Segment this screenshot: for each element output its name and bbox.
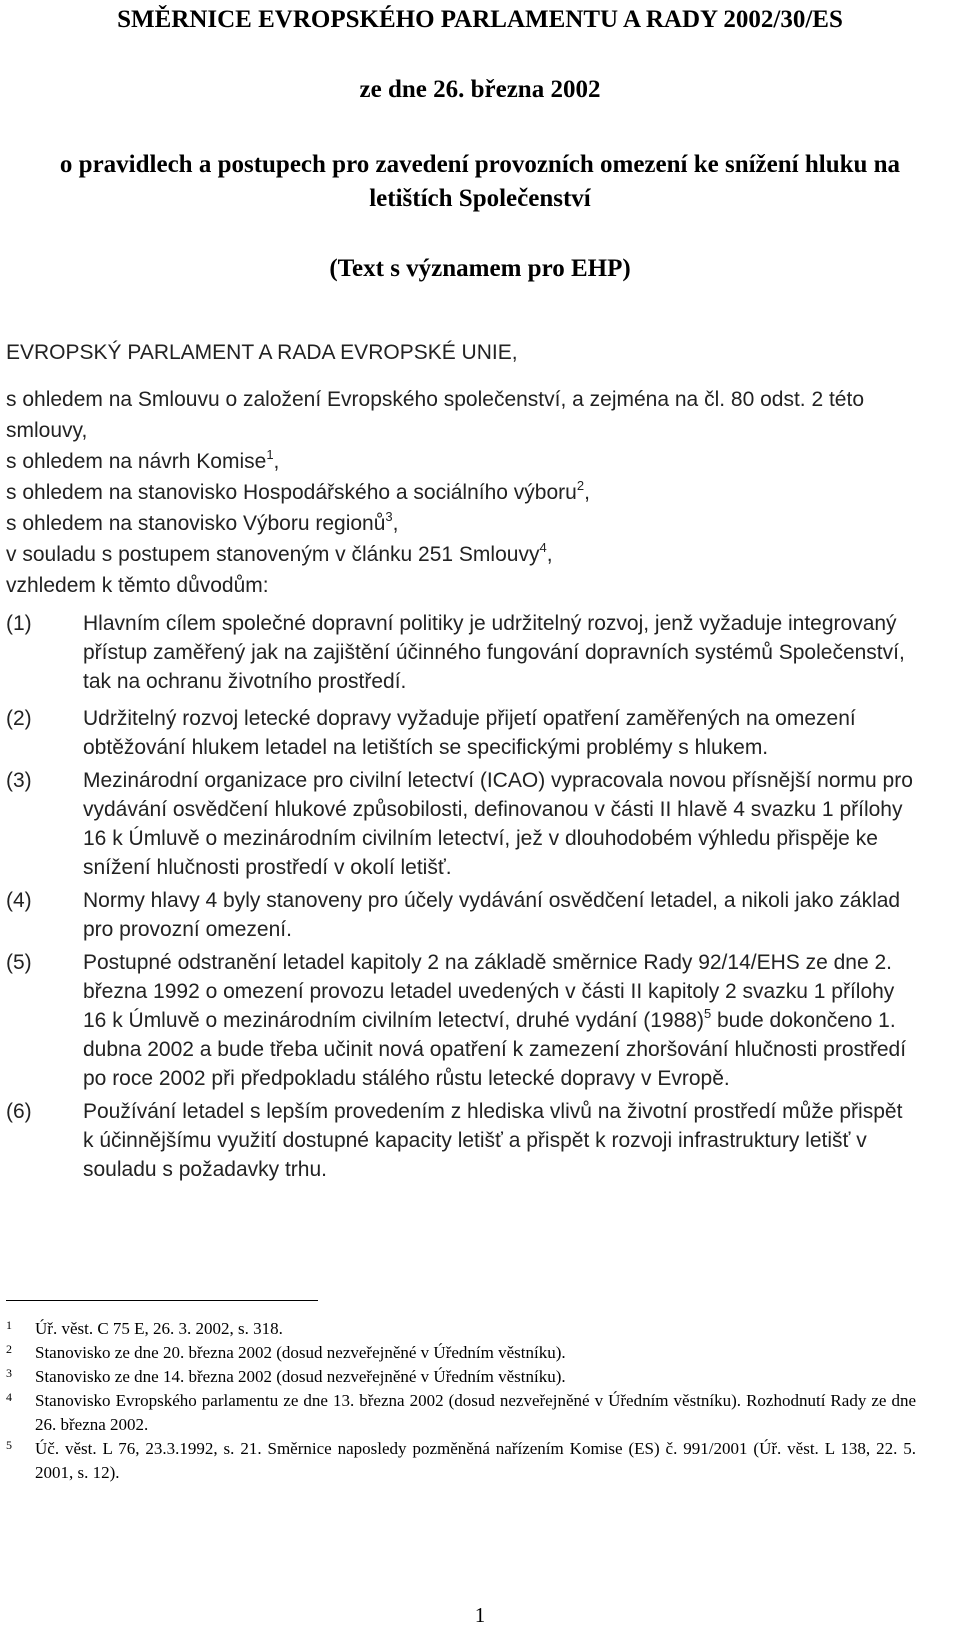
page-number: 1 [474, 1603, 486, 1627]
whereas-heading: vzhledem k těmto důvodům: [6, 574, 269, 597]
recital-text: Postupné odstranění letadel kapitoly 2 na základě směrnice Rady 92/14/EHS ze dne 2. března 1992 o omezení provozu letadel uvedených v části II kapitoly 2 svazku 1 přílohy 16 k Úmluvě o mezinárodním civilním letectví, druhé vydání $(1988)^5$ bude dokončeno 1. dubna 2002 a bude třeba učinit nová opatření k zamezení zhoršování hlučnosti prostředí po roce 2002 při předpokladu stálého růstu letecké dopravy v Evropě. [83, 951, 907, 1090]
footnote-separator [6, 1300, 318, 1301]
footnote-3 [6, 1365, 916, 1389]
footnote-number: 3 [6, 1366, 12, 1380]
having-regard-commission: s ohledem na návrh Komise$^1$, [6, 447, 280, 473]
footnote-ref-1[interactable]: 1 [266, 447, 274, 462]
recital-text: Hlavním cílem společné dopravní politiky je udržitelný rozvoj, jenž vyžaduje integrovaný přístup zaměřený jak na zajištění účinného fungování dopravních systémů Společenství, tak na ochranu životního prostředí. [83, 612, 905, 693]
having-regard-esc: s ohledem na stanovisko Hospodářského a sociálního výboru$^2$, [6, 478, 590, 504]
eea-relevance: (Text s významem pro EHP) [329, 255, 631, 282]
recital-number: (1) [6, 612, 32, 635]
footnote-number: 2 [6, 1342, 12, 1356]
document-date: ze dne 26. března 2002 [359, 76, 601, 103]
footnote-ref-2[interactable]: 2 [576, 478, 585, 493]
footnote-text: Stanovisko Evropského parlamentu ze dne 13. března 2002 (dosud nezveřejněné v Úředním věstníku). Rozhodnutí Rady ze dne 26. března 2002. [35, 1391, 916, 1434]
footnote-ref-4[interactable]: 4 [539, 540, 547, 555]
recital-number: (4) [6, 889, 32, 912]
recital-5 [6, 948, 916, 1093]
recital-2 [6, 704, 916, 762]
recital-text: Mezinárodní organizace pro civilní letectví (ICAO) vypracovala novou přísnější normu pro vydávání osvědčení hlukové způsobilosti, definovanou v části II hlavě 4 svazku 1 přílohy 16 k Úmluvě o mezinárodním civilním letectví, jež v dlouhodobém výhledu přispěje ke snížení hlučnosti prostředí v okolí letišť. [83, 769, 913, 879]
recital-3 [6, 766, 916, 882]
recital-text: Normy hlavy 4 byly stanoveny pro účely vydávání osvědčení letadel, a nikoli jako základ pro provozní omezení. [83, 889, 901, 941]
footnote-text: Úř. věst. C 75 E, 26. 3. 2002, s. 318. [35, 1319, 283, 1338]
subject-line-1: o pravidlech a postupech pro zavedení provozních omezení ke snížení hluku na [59, 151, 901, 178]
recital-number: (3) [6, 769, 32, 792]
footnote-ref-3[interactable]: 3 [385, 509, 393, 524]
subject-line-2: letištích Společenství [369, 185, 591, 212]
recital-text: Používání letadel s lepším provedením z hlediska vlivů na životní prostředí může přispět k účinnějšímu využití dostupné kapacity letišť a přispět k rozvoji infrastruktury letišť v souladu s požadavky trhu. [83, 1100, 903, 1181]
recital-number: (5) [6, 951, 32, 974]
footnote-number: 5 [6, 1438, 12, 1452]
footnotes-list [6, 1317, 916, 1485]
having-regard-procedure: v souladu s postupem stanoveným v článku 251 Smlouvy$^4$, [6, 540, 553, 566]
footnote-number: 4 [6, 1390, 12, 1404]
institution-heading: EVROPSKÝ PARLAMENT A RADA EVROPSKÉ UNIE, [6, 341, 518, 364]
recital-number: (6) [6, 1100, 32, 1123]
recital-4 [6, 886, 916, 944]
footnote-ref-5[interactable]: 5 [703, 1006, 712, 1021]
recital-6 [6, 1097, 916, 1184]
footnote-1 [6, 1317, 916, 1341]
footnote-5 [6, 1437, 916, 1485]
footnote-text: Stanovisko ze dne 14. března 2002 (dosud nezveřejněné v Úředním věstníku). [35, 1367, 566, 1386]
recital-number: (2) [6, 707, 32, 730]
having-regard-list [6, 384, 916, 601]
recitals-list [6, 609, 916, 1184]
recital-1 [6, 609, 916, 696]
footnote-text: Úč. věst. L 76, 23.3.1992, s. 21. Směrnice naposledy pozměněná nařízením Komise (ES) č. 991/2001 (Úř. věst. L 138, 22. 5. 2001, s. 12). [35, 1439, 916, 1482]
document-subject [0, 148, 960, 216]
recital-text: Udržitelný rozvoj letecké dopravy vyžaduje přijetí opatření zaměřených na omezení obtěžování hlukem letadel na letištích se specifickými problémy s hlukem. [83, 707, 856, 759]
having-regard-cor: s ohledem na stanovisko Výboru regionů$^3$, [6, 509, 399, 535]
footnote-text: Stanovisko ze dne 20. března 2002 (dosud nezveřejněné v Úředním věstníku). [35, 1343, 566, 1362]
footnote-2 [6, 1341, 916, 1365]
having-regard-treaty: s ohledem na Smlouvu o založení Evropského společenství, a zejména na čl. 80 odst. 2 této smlouvy, [6, 388, 864, 442]
document-title: SMĚRNICE EVROPSKÉHO PARLAMENTU A RADY 2002/30/ES [117, 6, 843, 33]
footnote-4 [6, 1389, 916, 1437]
footnote-number: 1 [6, 1318, 12, 1332]
